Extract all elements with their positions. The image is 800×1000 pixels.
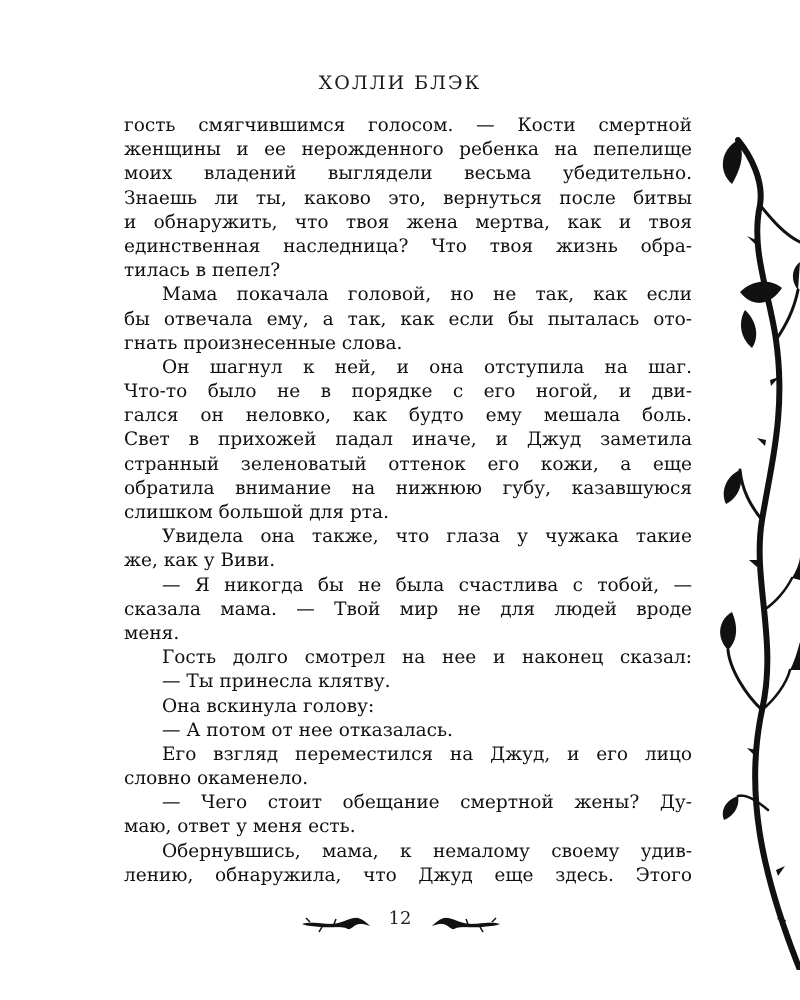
text-line: гался он неловко, как будто ему мешала боль. <box>124 405 692 427</box>
text-line: Увидела она также, что глаза у чужака такие <box>162 526 692 548</box>
text-line: Свет в прихожей падал иначе, и Джуд заметила <box>124 429 692 451</box>
text-line: Гость долго смотрел на нее и наконец сказал: <box>162 647 692 669</box>
text-line: Знаешь ли ты, каково это, вернуться после битвы <box>124 187 692 209</box>
right-flourish-ornament <box>430 914 502 934</box>
text-line: обратила внимание на нижнюю губу, казавшуюся <box>124 477 692 499</box>
text-line: моих владений выглядели весьма убедительно. <box>124 163 692 185</box>
text-line: — Ты принесла клятву. <box>162 671 391 693</box>
text-line: гость смягчившимся голосом. — Кости смертной <box>124 115 692 136</box>
left-flourish-ornament <box>300 914 372 934</box>
page-number: 12 <box>388 908 412 929</box>
text-line: сказала мама. — Твой мир не для людей вроде <box>124 598 692 620</box>
text-line: и обнаружить, что твоя жена мертва, как и твоя <box>124 211 692 233</box>
text-line: Обернувшись, мама, к немалому своему удив- <box>162 840 692 862</box>
text-line: лению, обнаружила, что Джуд еще здесь. Этого <box>124 864 692 886</box>
text-line: — Чего стоит обещание смертной жены? Ду- <box>162 792 692 814</box>
text-line: странный зеленоватый оттенок его кожи, а еще <box>124 453 692 475</box>
text-line: тилась в пепел? <box>124 260 281 282</box>
text-line: маю, ответ у меня есть. <box>124 816 356 838</box>
text-line: единственная наследница? Что твоя жизнь обра- <box>124 235 692 257</box>
text-line: бы отвечала ему, а так, как если бы пыталась ото- <box>124 308 692 330</box>
text-line: — Я никогда бы не была счастлива с тобой, — <box>162 574 692 596</box>
page-footer <box>0 908 800 938</box>
text-line: словно окаменело. <box>124 768 309 790</box>
running-head: ХОЛЛИ БЛЭК <box>318 72 482 94</box>
text-line: Его взгляд переместился на Джуд, и его лицо <box>162 743 692 765</box>
text-line: женщины и ее нерожденного ребенка на пепелище <box>124 139 692 161</box>
text-line: Мама покачала головой, но не так, как если <box>162 284 692 306</box>
thorn-vine-ornament <box>690 110 800 970</box>
text-line: меня. <box>124 622 180 644</box>
body-text <box>124 114 692 888</box>
text-line: слишком большой для рта. <box>124 502 389 523</box>
text-line: Она вскинула голову: <box>162 695 375 717</box>
text-line: же, как у Виви. <box>124 550 276 572</box>
text-line: — А потом от нее отказалась. <box>162 719 453 741</box>
text-line: гнать произнесенные слова. <box>124 332 403 354</box>
text-line: Он шагнул к ней, и она отступила на шаг. <box>162 356 692 378</box>
text-line: Что-то было не в порядке с его ногой, и дви- <box>124 381 692 403</box>
